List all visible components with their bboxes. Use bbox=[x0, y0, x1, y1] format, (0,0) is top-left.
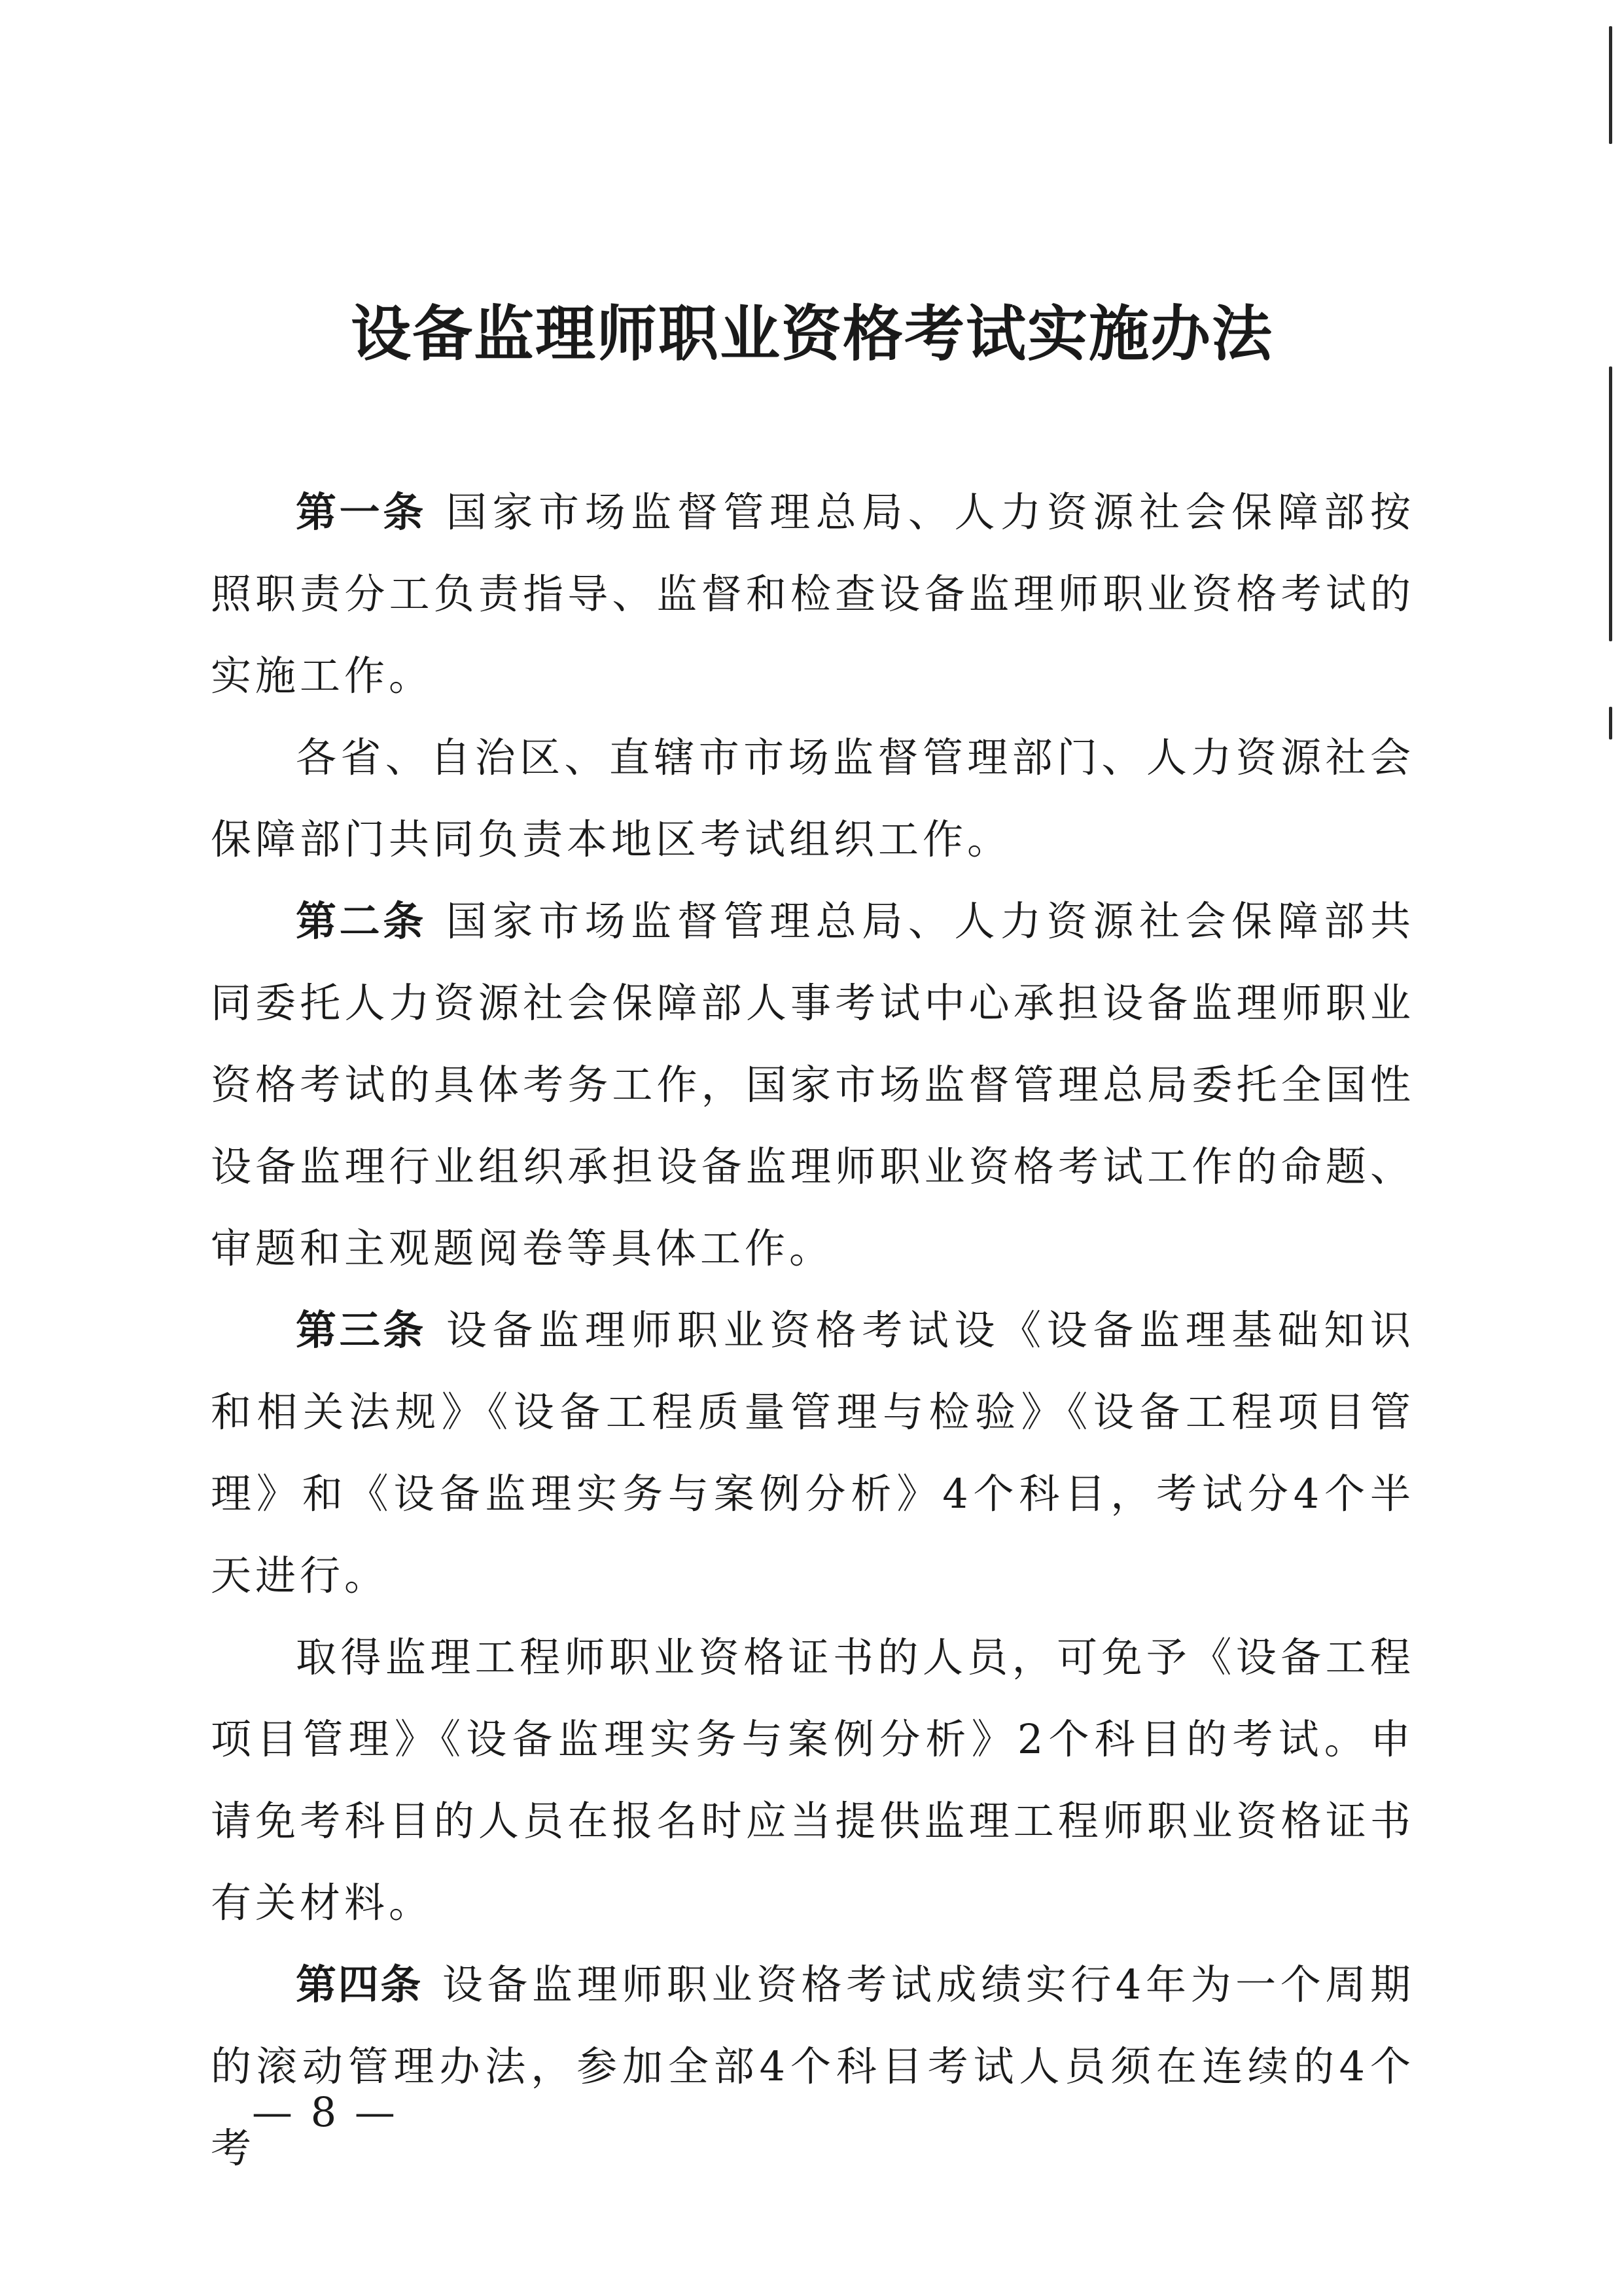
scan-edge-mark bbox=[1609, 707, 1612, 739]
paragraph-article-4 bbox=[211, 1944, 1415, 2189]
paragraph-article-3 bbox=[211, 1289, 1415, 1616]
paragraph-text: 设备监理师职业资格考试设《设备监理基础知识和相关法规》《设备工程质量管理与检验》《设备工程项目管理》和《设备监理实务与案例分析》4个科目，考试分4个半天进行。 bbox=[211, 1306, 1415, 1599]
paragraph-text: 国家市场监督管理总局、人力资源社会保障部共同委托人力资源社会保障部人事考试中心承担设备监理师职业资格考试的具体考务工作，国家市场监督管理总局委托全国性设备监理行业组织承担设备监理师职业资格考试工作的命题、审题和主观题阅卷等具体工作。 bbox=[211, 897, 1415, 1272]
paragraph-article-3-sub bbox=[211, 1616, 1415, 1944]
paragraph-text: 国家市场监督管理总局、人力资源社会保障部按照职责分工负责指导、监督和检查设备监理师职业资格考试的实施工作。 bbox=[211, 488, 1415, 700]
article-number: 第一条 bbox=[296, 488, 427, 536]
document-title: 设备监理师职业资格考试实施办法 bbox=[350, 298, 1273, 369]
paragraph-article-1 bbox=[211, 471, 1415, 717]
paragraph-article-1-sub bbox=[211, 717, 1415, 880]
article-number: 第二条 bbox=[296, 897, 427, 945]
paragraph-text: 设备监理师职业资格考试成绩实行4年为一个周期的滚动管理办法，参加全部4个科目考试人员须在连续的4个考 bbox=[211, 1961, 1415, 2172]
paragraph-text: 各省、自治区、直辖市市场监督管理部门、人力资源社会保障部门共同负责本地区考试组织工作。 bbox=[211, 734, 1415, 863]
scan-edge-mark bbox=[1609, 26, 1612, 144]
article-number: 第三条 bbox=[296, 1306, 427, 1354]
paragraph-text: 取得监理工程师职业资格证书的人员，可免予《设备工程项目管理》《设备监理实务与案例分析》2个科目的考试。申请免考科目的人员在报名时应当提供监理工程师职业资格证书有关材料。 bbox=[211, 1633, 1415, 1927]
article-number: 第四条 bbox=[296, 1961, 423, 2008]
paragraph-article-2 bbox=[211, 880, 1415, 1289]
page-number: — 8 — bbox=[252, 2088, 398, 2136]
scan-edge-mark bbox=[1609, 366, 1612, 641]
document-body bbox=[211, 471, 1415, 2189]
